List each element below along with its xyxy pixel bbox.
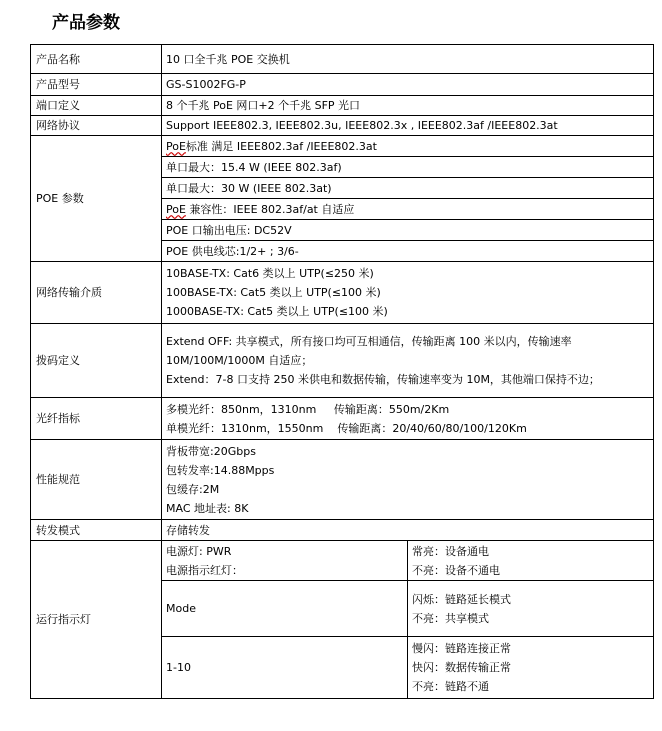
led-state-line: 闪烁：链路延长模式 — [412, 592, 511, 606]
table-row — [31, 74, 654, 96]
row-label: 端口定义 — [31, 96, 162, 116]
row-label: 产品型号 — [31, 74, 162, 96]
poe-term: PoE — [166, 139, 186, 153]
table-row — [31, 520, 654, 541]
row-label: POE 参数 — [31, 136, 162, 262]
perf-line: MAC 地址表: 8K — [166, 501, 249, 515]
led-state-line: 不亮：链路不通 — [412, 680, 489, 693]
perf-line: 包缓存:2M — [166, 482, 220, 496]
led-name — [162, 541, 408, 581]
led-state — [408, 541, 654, 581]
row-value — [162, 199, 654, 220]
table-row — [31, 541, 654, 581]
row-value — [162, 324, 654, 398]
row-label: 转发模式 — [31, 520, 162, 541]
table-row — [31, 262, 654, 324]
table-row — [31, 324, 654, 398]
table-row — [31, 96, 654, 116]
led-state-line: 不亮：设备不通电 — [412, 563, 500, 577]
row-value — [162, 440, 654, 520]
row-value: POE 供电线芯:1/2+ ; 3/6- — [162, 241, 654, 262]
fiber-line: 单模光纤：1310nm，1550nm 传输距离：20/40/60/80/100/120Km — [166, 421, 527, 435]
spec-table — [30, 44, 654, 699]
led-power-line: 电源指示红灯： — [166, 563, 243, 577]
poe-compat: 兼容性：IEEE 802.3af/at 自适应 — [185, 202, 355, 216]
row-value — [162, 398, 654, 440]
media-line: 10BASE-TX: Cat6 类以上 UTP(≤250 米) — [166, 267, 374, 280]
table-row — [31, 45, 654, 74]
poe-term: PoE — [166, 202, 186, 216]
perf-line: 包转发率:14.88Mpps — [166, 463, 275, 477]
row-label: 性能规范 — [31, 440, 162, 520]
led-state-line: 快闪：数据传输正常 — [412, 661, 511, 674]
poe-standard: 标准 满足 IEEE802.3af /IEEE802.3at — [185, 139, 377, 153]
row-value: 存储转发 — [162, 520, 654, 541]
row-value: GS-S1002FG-P — [162, 74, 654, 96]
led-state-line: 慢闪：链路连接正常 — [412, 642, 511, 655]
row-label: 拨码定义 — [31, 324, 162, 398]
row-value: 10 口全千兆 POE 交换机 — [162, 45, 654, 74]
row-value: Support IEEE802.3, IEEE802.3u, IEEE802.3x , IEEE802.3af /IEEE802.3at — [162, 116, 654, 136]
row-value: 8 个千兆 PoE 网口+2 个千兆 SFP 光口 — [162, 96, 654, 116]
perf-line: 背板带宽:20Gbps — [166, 444, 256, 458]
fiber-line: 多模光纤：850nm，1310nm 传输距离：550m/2Km — [166, 402, 450, 416]
led-power-line: 电源灯: PWR — [166, 544, 232, 558]
dip-line: 10M/100M/1000M 自适应； — [166, 354, 313, 367]
row-label: 运行指示灯 — [31, 541, 162, 699]
row-value — [162, 136, 654, 157]
led-state-line: 不亮：共享模式 — [412, 611, 489, 625]
dip-line: Extend OFF: 共享模式，所有接口均可互相通信，传输距离 100 米以内，传输速率 — [166, 335, 572, 348]
page-title: 产品参数 — [52, 13, 120, 33]
row-value: 单口最大：30 W (IEEE 802.3at) — [162, 178, 654, 199]
led-name: 1-10 — [162, 637, 408, 699]
row-label: 产品名称 — [31, 45, 162, 74]
row-value: POE 口输出电压: DC52V — [162, 220, 654, 241]
row-label: 网络传输介质 — [31, 262, 162, 324]
row-label: 网络协议 — [31, 116, 162, 136]
table-row — [31, 398, 654, 440]
led-name: Mode — [162, 581, 408, 637]
table-row — [31, 440, 654, 520]
row-value: 单口最大：15.4 W (IEEE 802.3af) — [162, 157, 654, 178]
media-line: 1000BASE-TX: Cat5 类以上 UTP(≤100 米) — [166, 305, 388, 318]
led-state — [408, 637, 654, 699]
row-value — [162, 262, 654, 324]
table-row — [31, 116, 654, 136]
led-state — [408, 581, 654, 637]
media-line: 100BASE-TX: Cat5 类以上 UTP(≤100 米) — [166, 286, 381, 299]
dip-line: Extend：7-8 口支持 250 米供电和数据传输，传输速率变为 10M，其他端口保持不边； — [166, 373, 600, 386]
led-state-line: 常亮：设备通电 — [412, 544, 489, 558]
row-label: 光纤指标 — [31, 398, 162, 440]
table-row — [31, 136, 654, 157]
